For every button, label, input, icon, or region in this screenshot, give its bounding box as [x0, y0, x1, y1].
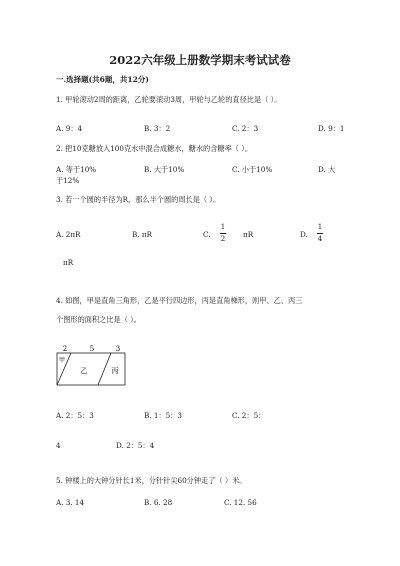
question-4-option-c: C. 2：5： [232, 411, 266, 420]
question-3-d-tail: πR [63, 258, 74, 267]
question-1-option-c: C. 2：3 [232, 124, 259, 133]
section-heading: 一.选择题(共6题，共12分) [56, 75, 149, 84]
question-5-stem: 5. 钟楼上的大钟分针长1米，分针针尖60分钟走了（ ）米。 [56, 476, 247, 485]
question-3-c-numerator: 1 [220, 223, 226, 231]
question-3-d-numerator: 1 [317, 223, 323, 231]
question-3-option-c: C. [203, 230, 211, 239]
question-2-option-b: B. 大于10% [144, 165, 185, 174]
question-2-option-a: A. 等于10% [56, 165, 97, 174]
question-5-option-b: B. 6. 28 [144, 498, 173, 507]
figure-label-5: 5 [89, 345, 95, 353]
question-1-option-a: A. 9：4 [56, 124, 83, 133]
figure-diagonal-right [98, 353, 111, 385]
question-4-option-d: D. 2：5：4 [116, 441, 155, 450]
question-4-stem-line1: 4. 如图，甲是直角三角形，乙是平行四边形，丙是直角梯形，则甲、乙、丙三 [56, 296, 303, 305]
question-3-option-a: A. 2πR [56, 230, 81, 239]
question-3-stem: 3. 若一个圆的半径为R，那么半个圆的周长是（ ）。 [56, 195, 221, 204]
question-1-option-b: B. 3：2 [144, 124, 171, 133]
question-3-option-b: B. πR [132, 230, 152, 239]
question-4-stem-line2: 个图形的面积之比是（ ）。 [56, 315, 141, 324]
question-1-option-d: D. 9：1 [318, 124, 345, 133]
question-2-stem: 2. 把10克糖放入100克水中混合成糖水，糖水的含糖率（ ）。 [56, 144, 253, 153]
question-3-d-denominator: 4 [317, 235, 323, 243]
question-2-option-c: C. 小于10% [232, 165, 273, 174]
figure-label-bing: 丙 [111, 367, 119, 375]
question-3-option-d: D. [300, 230, 308, 239]
question-4-figure [56, 345, 146, 387]
question-5-option-c: C. 12. 56 [224, 498, 257, 507]
figure-label-yi: 乙 [80, 367, 88, 375]
fraction-bar [317, 233, 323, 234]
question-4-option-b: B. 1：5：3 [144, 411, 182, 420]
figure-label-jia: 甲 [58, 357, 66, 364]
question-5-option-a: A. 3. 14 [56, 498, 85, 507]
figure-label-2: 2 [62, 345, 68, 353]
question-2-option-d-wrap: 于12% [56, 176, 80, 185]
fraction-bar [220, 233, 226, 234]
question-3-c-denominator: 2 [220, 235, 226, 243]
question-2-option-d: D. 大 [318, 165, 336, 174]
page-title: 2022六年级上册数学期末考试试卷 [109, 53, 291, 67]
question-4-option-c-wrap: 4 [56, 441, 61, 450]
question-1-stem: 1. 甲轮滚动2周的距离，乙轮要滚动3周，甲轮与乙轮的直径比是（ ）。 [56, 95, 282, 104]
figure-label-3: 3 [115, 345, 121, 353]
question-4-option-a: A. 2：5：3 [56, 411, 94, 420]
question-3-c-tail: πR [243, 230, 254, 239]
